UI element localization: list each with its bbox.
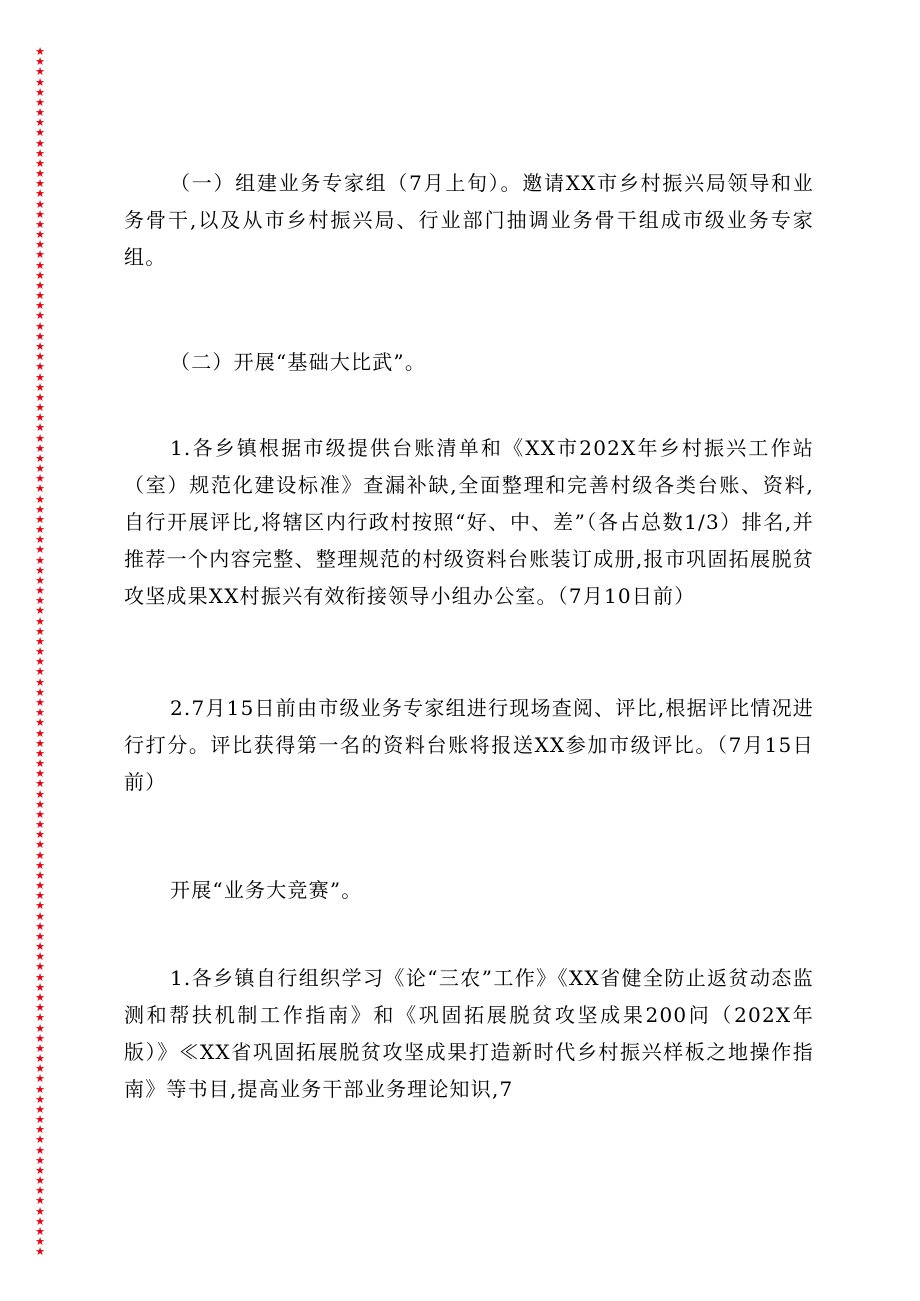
star-icon: ★ — [35, 787, 45, 801]
star-icon: ★ — [35, 757, 45, 771]
star-icon: ★ — [35, 451, 45, 465]
star-icon: ★ — [35, 45, 45, 58]
star-icon: ★ — [35, 1041, 45, 1055]
star-icon: ★ — [35, 960, 45, 974]
star-icon: ★ — [35, 1052, 45, 1066]
star-icon: ★ — [35, 1092, 45, 1106]
star-icon: ★ — [35, 207, 45, 221]
star-icon: ★ — [35, 777, 45, 791]
star-icon: ★ — [35, 217, 45, 231]
star-icon: ★ — [35, 65, 45, 79]
star-icon: ★ — [35, 675, 45, 689]
star-icon: ★ — [35, 1011, 45, 1025]
paragraph-expert-group: （一）组建业务专家组（7月上旬）。邀请XX市乡村振兴局领导和业务骨干,以及从市乡村振兴局、行业部门抽调业务骨干组成市级业务专家组。 — [124, 171, 814, 269]
star-icon: ★ — [35, 645, 45, 659]
star-icon: ★ — [35, 95, 45, 109]
star-icon: ★ — [35, 828, 45, 842]
paragraph-basic-competition-item-2: 2.7月15日前由市级业务专家组进行现场查阅、评比,根据评比情况进行打分。评比获得第一名的资料台账将报送XX参加市级评比。（7月15日前） — [124, 696, 814, 794]
star-icon: ★ — [35, 329, 45, 343]
star-icon: ★ — [35, 1143, 45, 1157]
star-icon: ★ — [35, 879, 45, 893]
star-icon: ★ — [35, 1062, 45, 1076]
star-icon: ★ — [35, 380, 45, 394]
star-icon: ★ — [35, 268, 45, 282]
star-icon: ★ — [35, 858, 45, 872]
star-icon: ★ — [35, 482, 45, 496]
star-icon: ★ — [35, 624, 45, 638]
star-icon: ★ — [35, 1102, 45, 1116]
star-icon: ★ — [35, 543, 45, 557]
star-icon: ★ — [35, 1235, 45, 1249]
star-icon: ★ — [35, 1163, 45, 1177]
star-icon: ★ — [35, 726, 45, 740]
star-icon: ★ — [35, 156, 45, 170]
star-icon: ★ — [35, 167, 45, 181]
star-icon: ★ — [35, 238, 45, 252]
star-icon: ★ — [35, 309, 45, 323]
star-icon: ★ — [35, 462, 45, 476]
star-icon: ★ — [35, 868, 45, 882]
star-icon: ★ — [35, 512, 45, 526]
star-icon: ★ — [35, 1214, 45, 1228]
star-icon: ★ — [35, 807, 45, 821]
star-icon: ★ — [35, 289, 45, 303]
star-icon: ★ — [35, 614, 45, 628]
star-icon: ★ — [35, 533, 45, 547]
star-icon: ★ — [35, 594, 45, 608]
star-icon: ★ — [35, 106, 45, 120]
star-icon: ★ — [35, 85, 45, 99]
star-icon: ★ — [35, 187, 45, 201]
star-icon: ★ — [35, 523, 45, 537]
star-icon: ★ — [35, 909, 45, 923]
paragraph-basic-competition-item-1: 1.各乡镇根据市级提供台账清单和《XX市202X年乡村振兴工作站（室）规范化建设标准》查漏补缺,全面整理和完善村级各类台账、资料,自行开展评比,将辖区内行政村按照“好、中、差”（各占总数1/3）排名,并推荐一个内容完整、整理规范的村级资料台账装订成册,报市巩固拓展脱贫攻坚成果XX村振兴有效衔接领导小组办公室。（7月10日前） — [124, 436, 814, 608]
star-icon: ★ — [35, 75, 45, 89]
star-icon: ★ — [35, 339, 45, 353]
star-border-decoration — [30, 45, 50, 1259]
star-icon: ★ — [35, 1082, 45, 1096]
star-icon: ★ — [35, 838, 45, 852]
star-icon: ★ — [35, 1113, 45, 1127]
star-icon: ★ — [35, 767, 45, 781]
star-icon: ★ — [35, 136, 45, 150]
star-icon: ★ — [35, 573, 45, 587]
star-icon: ★ — [35, 350, 45, 364]
star-icon: ★ — [35, 1224, 45, 1238]
star-icon: ★ — [35, 716, 45, 730]
star-icon: ★ — [35, 584, 45, 598]
star-icon: ★ — [35, 696, 45, 709]
star-icon: ★ — [35, 258, 45, 272]
star-icon: ★ — [35, 685, 45, 699]
star-icon: ★ — [35, 1001, 45, 1015]
star-icon: ★ — [35, 950, 45, 964]
star-icon: ★ — [35, 360, 45, 374]
star-icon: ★ — [35, 502, 45, 516]
star-icon: ★ — [35, 1204, 45, 1218]
star-icon: ★ — [35, 421, 45, 435]
star-icon: ★ — [35, 177, 45, 191]
star-icon: ★ — [35, 197, 45, 211]
star-icon: ★ — [35, 655, 45, 669]
star-icon: ★ — [35, 411, 45, 425]
star-icon: ★ — [35, 55, 45, 69]
star-icon: ★ — [35, 431, 45, 445]
star-icon: ★ — [35, 736, 45, 750]
star-icon: ★ — [35, 390, 45, 404]
star-icon: ★ — [35, 634, 45, 648]
star-icon: ★ — [35, 797, 45, 811]
star-icon: ★ — [35, 278, 45, 292]
star-icon: ★ — [35, 441, 45, 455]
star-icon: ★ — [35, 980, 45, 994]
star-icon: ★ — [35, 553, 45, 567]
star-icon: ★ — [35, 299, 45, 313]
star-icon: ★ — [35, 919, 45, 933]
star-icon: ★ — [35, 970, 45, 984]
star-icon: ★ — [35, 401, 45, 415]
star-icon: ★ — [35, 146, 45, 160]
star-icon: ★ — [35, 665, 45, 679]
star-icon: ★ — [35, 929, 45, 943]
star-icon: ★ — [35, 940, 45, 954]
paragraph-business-contest-heading: 开展“业务大竞赛”。 — [170, 878, 363, 902]
star-icon: ★ — [35, 116, 45, 130]
star-icon: ★ — [35, 1194, 45, 1208]
star-icon: ★ — [35, 1133, 45, 1147]
star-icon: ★ — [35, 889, 45, 903]
star-icon: ★ — [35, 472, 45, 486]
star-icon: ★ — [35, 1021, 45, 1035]
star-icon: ★ — [35, 1184, 45, 1198]
star-icon: ★ — [35, 248, 45, 262]
paragraph-basic-competition-heading: （二）开展“基础大比武”。 — [170, 350, 427, 374]
star-icon: ★ — [35, 1245, 45, 1259]
star-icon: ★ — [35, 1072, 45, 1086]
star-icon: ★ — [35, 818, 45, 832]
star-icon: ★ — [35, 1153, 45, 1167]
star-icon: ★ — [35, 563, 45, 577]
star-icon: ★ — [35, 1174, 45, 1188]
star-icon: ★ — [35, 370, 45, 384]
paragraph-business-contest-item-1: 1.各乡镇自行组织学习《论“三农”工作》《XX省健全防止返贫动态监测和帮扶机制工作指南》和《巩固拓展脱贫攻坚成果200问（202X年版）》≪XX省巩固拓展脱贫攻坚成果打造新时代乡村振兴样板之地操作指南》等书目,提高业务干部业务理论知识,7 — [124, 966, 814, 1101]
star-icon: ★ — [35, 899, 45, 913]
star-icon: ★ — [35, 228, 45, 242]
star-icon: ★ — [35, 319, 45, 333]
star-icon: ★ — [35, 1031, 45, 1045]
star-icon: ★ — [35, 990, 45, 1004]
star-icon: ★ — [35, 1123, 45, 1137]
star-icon: ★ — [35, 848, 45, 862]
star-icon: ★ — [35, 604, 45, 618]
star-icon: ★ — [35, 492, 45, 506]
star-icon: ★ — [35, 706, 45, 720]
star-icon: ★ — [35, 746, 45, 760]
star-icon: ★ — [35, 126, 45, 140]
